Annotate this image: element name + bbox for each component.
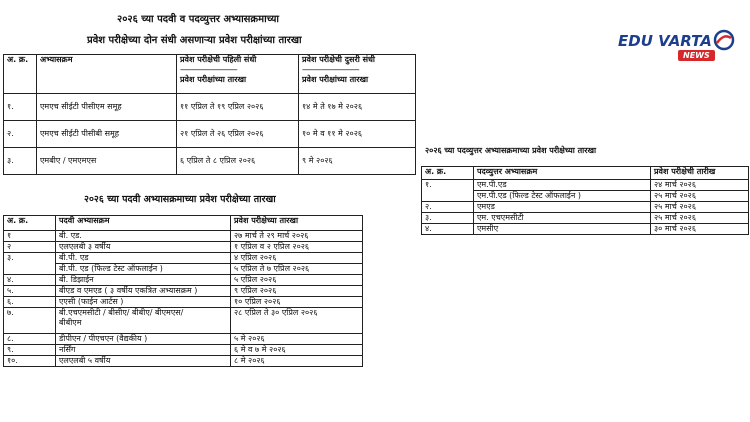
postgraduate-table-title: २०२६ च्या पदव्युत्तर अभ्यासक्रमाच्या प्रवेश परीक्षेच्या तारखा: [425, 146, 597, 155]
table-header-row: [422, 167, 749, 180]
col-header-course: पदव्युत्तर अभ्यासक्रम: [474, 167, 651, 180]
table-row: ६. एएसी (फाईन आर्टस ) १० एप्रिल २०२६: [4, 297, 363, 308]
table-row: ५. बीएड व एमएड ( ३ वर्षीय एकत्रित अभ्यासक्रम ) ९ एप्रिल २०२६: [4, 286, 363, 297]
table-row: २. एमएच सीईटी पीसीबी समूह २१ एप्रिल ते २६ एप्रिल २०२६ १० मे व ११ मे २०२६: [4, 121, 416, 148]
table-header-row: [4, 55, 416, 94]
col-header-second-chance: प्रवेश परीक्षेची दुसरी संधी ------------------------------ प्रवेश परीक्षांच्या तारखा: [299, 55, 416, 94]
table-row: ३. एमबीए / एमएमएस ६ एप्रिल ते ८ एप्रिल २०२६ ९ मे २०२६: [4, 148, 416, 175]
col-header-no: अ. क्र.: [422, 167, 474, 180]
col-header-date: प्रवेश परीक्षेची तारीख: [651, 167, 749, 180]
col-header-first-chance: प्रवेश परीक्षेची पहिली संधी ------------------------------ प्रवेश परीक्षांच्या तारखा: [177, 55, 299, 94]
logo-news-tag: NEWS: [678, 50, 715, 61]
table-row: १. एम.पी.एड २४ मार्च २०२६: [422, 180, 749, 191]
degree-exam-table: [3, 215, 363, 367]
table-row: ३. एम. एचएमसीटी २५ मार्च २०२६: [422, 213, 749, 224]
col-header-no: अ. क्र.: [4, 216, 56, 231]
page-title-line1: २०२६ च्या पदवी व पदव्युत्तर अभ्यासक्रमाच्या: [117, 14, 280, 25]
eduvarta-logo: [618, 29, 736, 67]
table-row: ९. नर्सिंग ६ मे व ७ मे २०२६: [4, 345, 363, 356]
table-row: ८. डीपीएन / पीएचएन (वैद्यकीय ) ५ मे २०२६: [4, 334, 363, 345]
logo-globe-icon: [713, 29, 735, 51]
table-row: एम.पी.एड (फिल्ड टेस्ट ऑफलाईन ) २५ मार्च २०२६: [422, 191, 749, 202]
table-row: १०. एलएलबी ५ वर्षीय ८ मे २०२६: [4, 356, 363, 367]
table-row: ४. एमसीए ३० मार्च २०२६: [422, 224, 749, 235]
col-header-course: पदवी अभ्यासक्रम: [56, 216, 231, 231]
degree-table-title: २०२६ च्या पदवी अभ्यासक्रमाच्या प्रवेश परीक्षेच्या तारखा: [84, 194, 276, 205]
table-row: ७. बी.एचएमसीटी / बीसीए/ बीबीए/ बीएमएस/ बीबीएम २८ एप्रिल ते ३० एप्रिल २०२६: [4, 308, 363, 334]
two-chance-exam-table: [3, 54, 416, 175]
postgraduate-exam-table: [421, 166, 749, 235]
table-header-row: [4, 216, 363, 231]
table-row: बी.पी. एड (फिल्ड टेस्ट ऑफलाईन ) ५ एप्रिल ते ७ एप्रिल २०२६: [4, 264, 363, 275]
page-title-line2: प्रवेश परीक्षेच्या दोन संधी असणाऱ्या प्रवेश परीक्षांच्या तारखा: [87, 35, 302, 46]
table-row: ४. बी. डिझाईन ५ एप्रिल २०२६: [4, 275, 363, 286]
col-header-course: अभ्यासक्रम: [37, 55, 177, 94]
table-row: २. एमएड २५ मार्च २०२६: [422, 202, 749, 213]
logo-brand: EDU VARTA: [618, 32, 712, 50]
table-row: ३. बी.पी. एड ४ एप्रिल २०२६: [4, 253, 363, 264]
table-row: १. एमएच सीईटी पीसीएम समूह ११ एप्रिल ते १९ एप्रिल २०२६ १४ मे ते १७ मे २०२६: [4, 94, 416, 121]
table-row: १ बी. एड. २७ मार्च ते २९ मार्च २०२६: [4, 231, 363, 242]
col-header-no: अ. क्र.: [4, 55, 37, 94]
col-header-date: प्रवेश परीक्षेच्या तारखा: [231, 216, 363, 231]
table-row: २ एलएलबी ३ वर्षीय १ एप्रिल व २ एप्रिल २०२६: [4, 242, 363, 253]
